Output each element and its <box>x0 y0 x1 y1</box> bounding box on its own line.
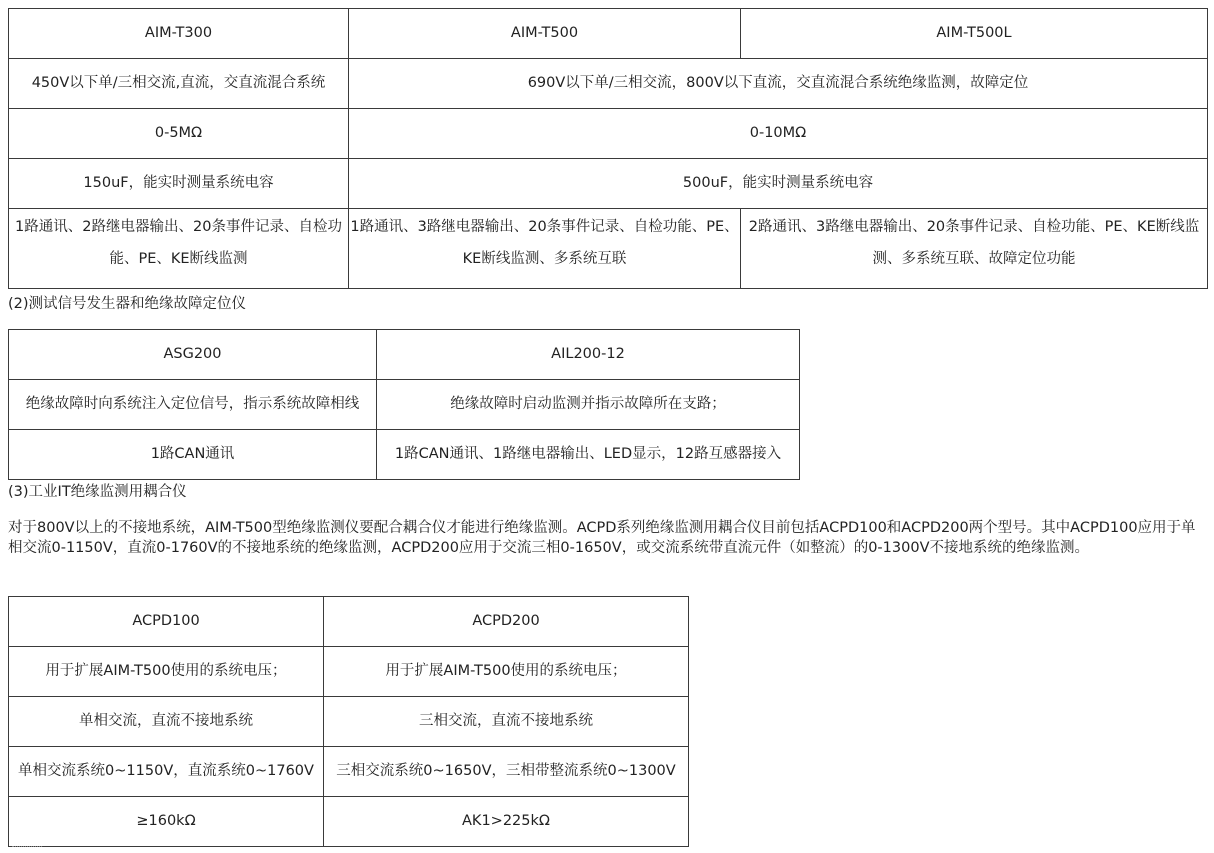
table-cell: 1路CAN通讯、1路继电器输出、LED显示，12路互感器接入 <box>377 430 800 480</box>
section-heading: (2)测试信号发生器和绝缘故障定位仪 <box>8 296 247 312</box>
table-cell: 2路通讯、3路继电器输出、20条事件记录、自检功能、PE、KE断线监测、多系统互联、故障定位功能 <box>741 209 1208 289</box>
table-row <box>9 159 1208 209</box>
table-row <box>9 597 689 647</box>
table-row <box>9 697 689 747</box>
table-cell: ≥160kΩ <box>9 797 324 847</box>
table-cell: 绝缘故障时向系统注入定位信号，指示系统故障相线 <box>9 380 377 430</box>
asg-ail-table <box>8 329 800 480</box>
table-cell: 单相交流系统0~1150V，直流系统0~1760V <box>9 747 324 797</box>
table-cell: 三相交流系统0~1650V，三相带整流系统0~1300V <box>324 747 689 797</box>
table-cell: AK1>225kΩ <box>324 797 689 847</box>
header-cell: AIM-T500L <box>741 9 1208 59</box>
table-cell: 单相交流，直流不接地系统 <box>9 697 324 747</box>
table-row <box>9 797 689 847</box>
table-cell: 1路通讯、3路继电器输出、20条事件记录、自检功能、PE、KE断线监测、多系统互联 <box>349 209 741 289</box>
table-cell: 1路CAN通讯 <box>9 430 377 480</box>
header-cell: AIM-T500 <box>349 9 741 59</box>
table-cell: 0-10MΩ <box>349 109 1208 159</box>
table-row <box>9 209 1208 289</box>
table-cell: 三相交流，直流不接地系统 <box>324 697 689 747</box>
table-row <box>9 59 1208 109</box>
body-paragraph: 对于800V以上的不接地系统，AIM-T500型绝缘监测仪要配合耦合仪才能进行绝缘监测。ACPD系列绝缘监测用耦合仪目前包括ACPD100和ACPD200两个型号。其中ACPD100应用于单相交流0-1150V，直流0-1760V的不接地系统的绝缘监测，ACPD200应用于交流三相0-1650V，或交流系统带直流元件（如整流）的0-1300V不接地系统的绝缘监测。 <box>8 520 1196 556</box>
table-row <box>9 647 689 697</box>
table-cell: 用于扩展AIM-T500使用的系统电压； <box>324 647 689 697</box>
table-row <box>9 330 800 380</box>
table-cell: 绝缘故障时启动监测并指示故障所在支路； <box>377 380 800 430</box>
header-cell: ASG200 <box>9 330 377 380</box>
table-cell: 450V以下单/三相交流,直流，交直流混合系统 <box>9 59 349 109</box>
table-cell: 150uF，能实时测量系统电容 <box>9 159 349 209</box>
table-row <box>9 109 1208 159</box>
table-row <box>9 380 800 430</box>
header-cell: AIM-T300 <box>9 9 349 59</box>
table-row <box>9 747 689 797</box>
table-cell: 500uF，能实时测量系统电容 <box>349 159 1208 209</box>
table-cell: 1路通讯、2路继电器输出、20条事件记录、自检功能、PE、KE断线监测 <box>9 209 349 289</box>
acpd-table <box>8 596 689 847</box>
table-cell: 用于扩展AIM-T500使用的系统电压； <box>9 647 324 697</box>
table-row <box>9 430 800 480</box>
table-row <box>9 9 1208 59</box>
table-cell: 0-5MΩ <box>9 109 349 159</box>
header-cell: ACPD100 <box>9 597 324 647</box>
header-cell: AIL200-12 <box>377 330 800 380</box>
section-heading: (3)工业IT绝缘监测用耦合仪 <box>8 484 187 500</box>
header-cell: ACPD200 <box>324 597 689 647</box>
table-cell: 690V以下单/三相交流，800V以下直流，交直流混合系统绝缘监测，故障定位 <box>349 59 1208 109</box>
aim-spec-table <box>8 8 1208 289</box>
